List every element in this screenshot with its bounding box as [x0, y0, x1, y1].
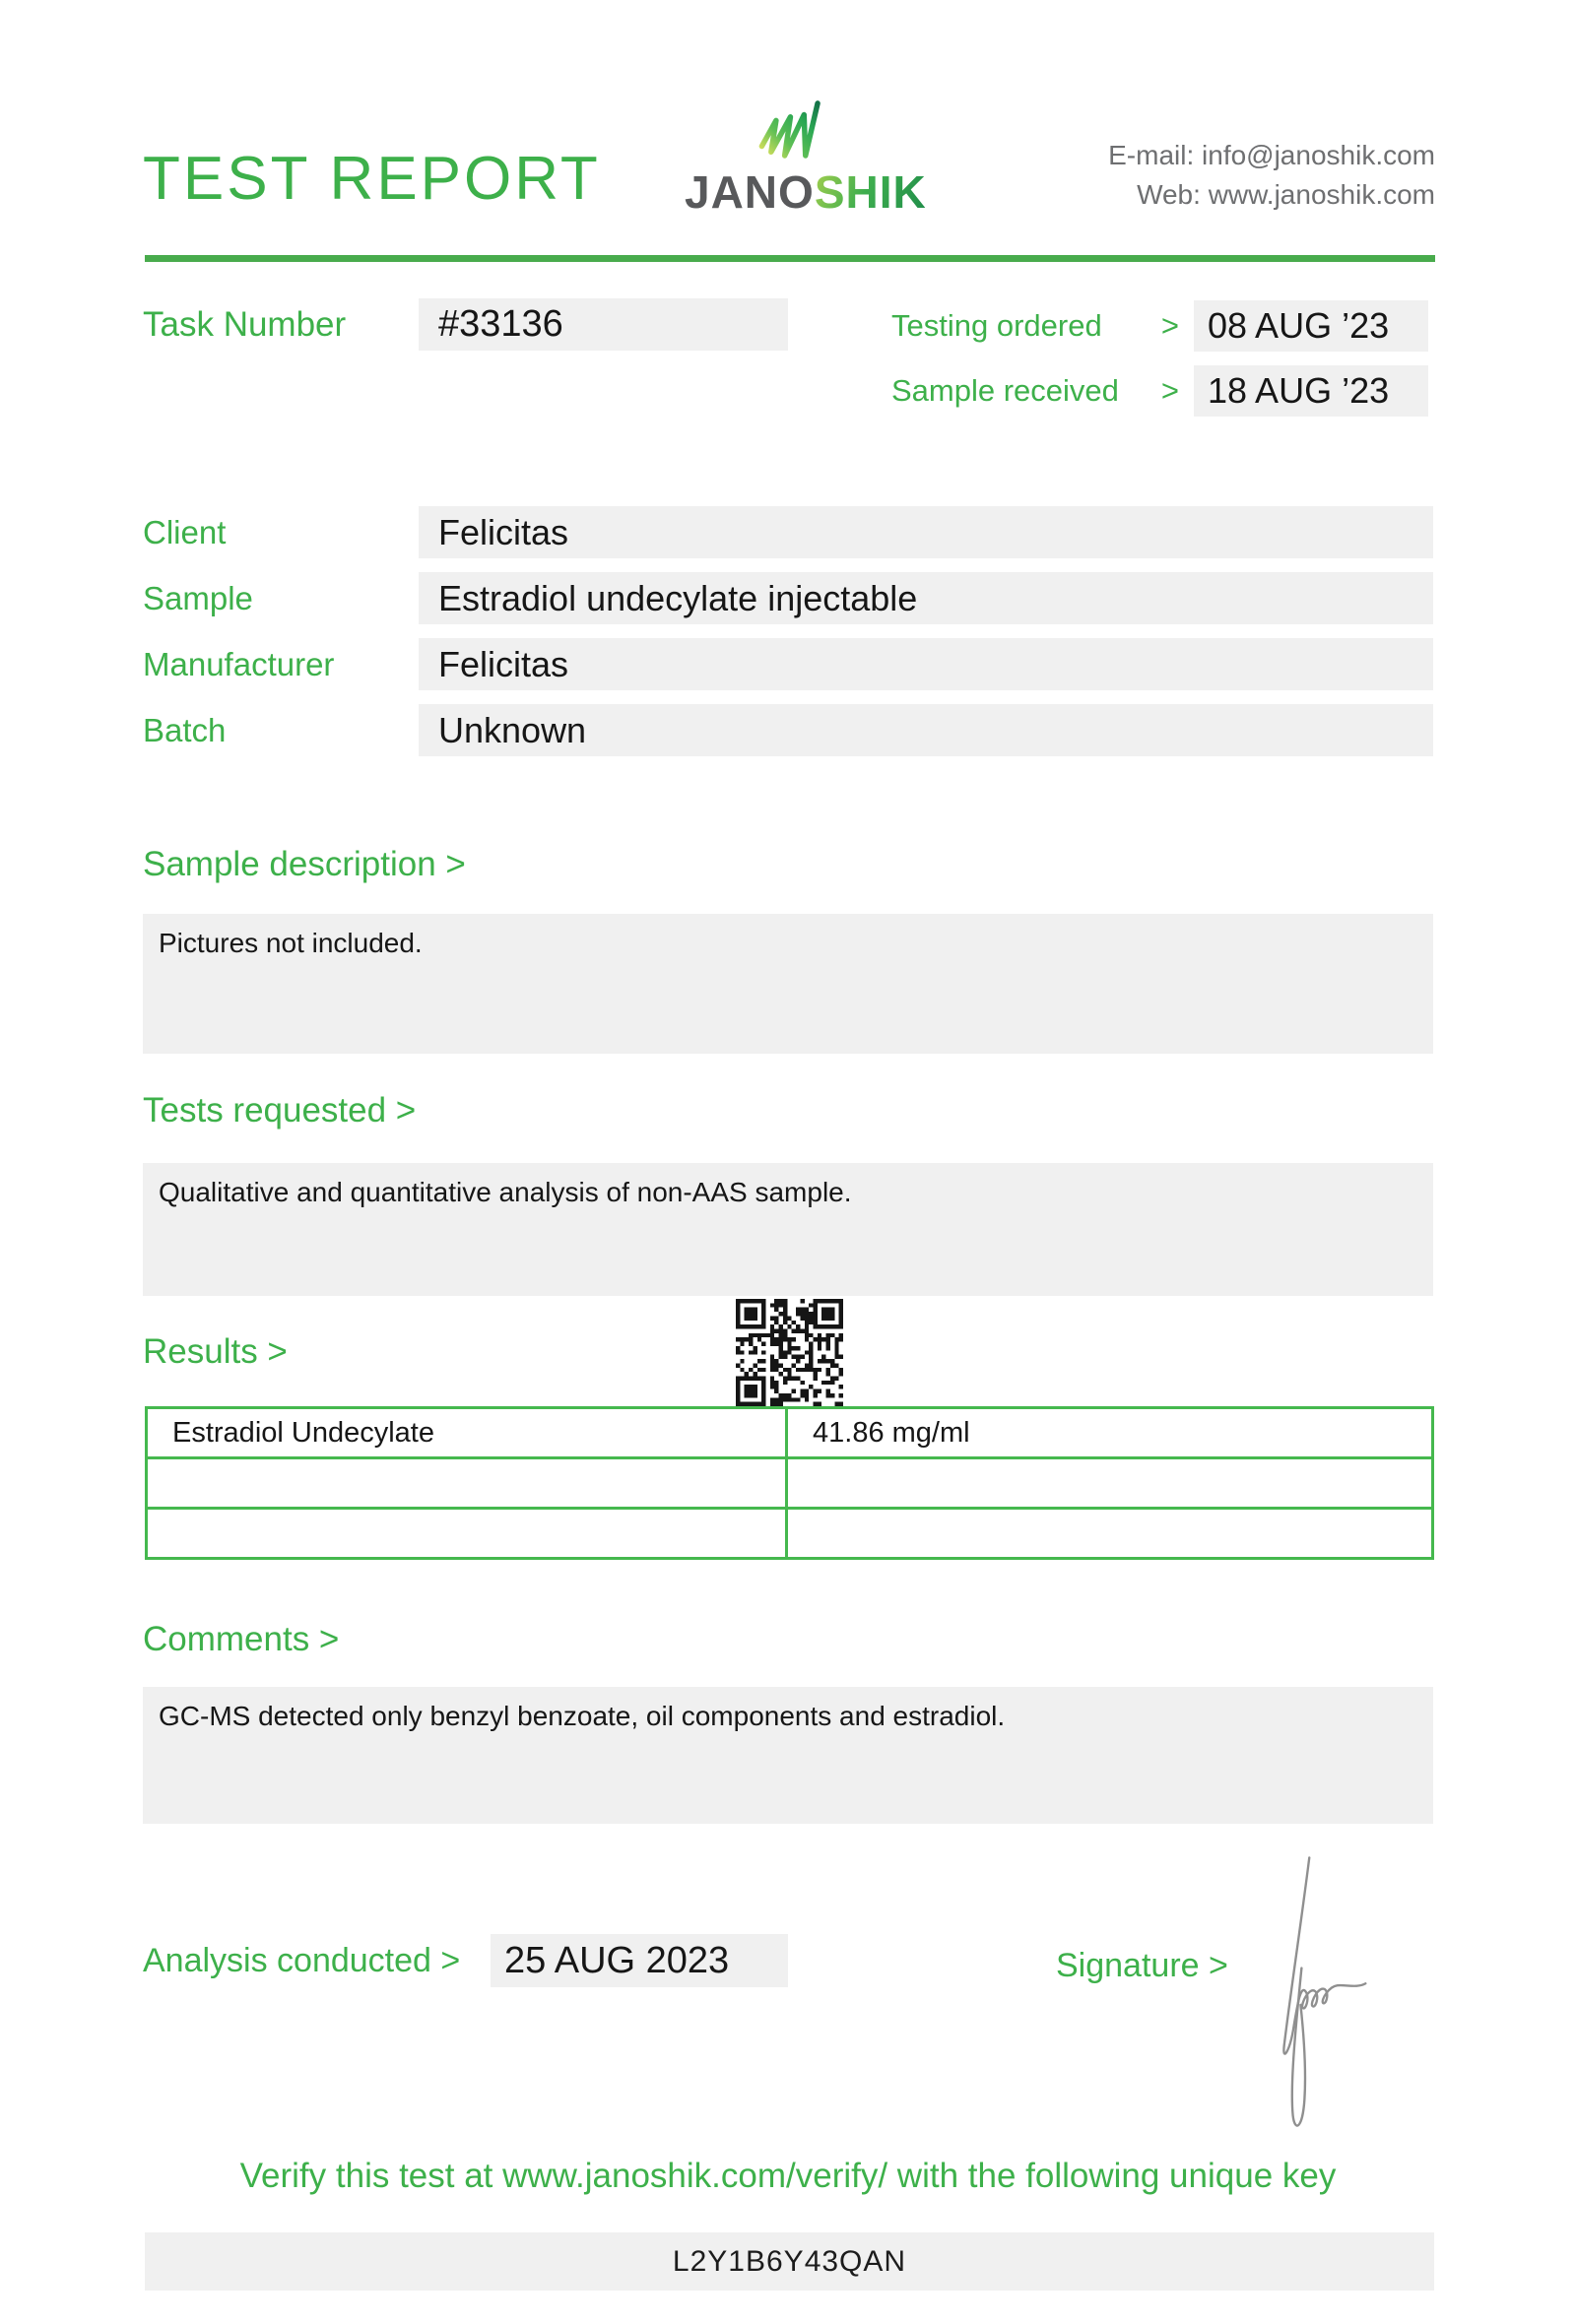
manufacturer-row — [143, 638, 1433, 690]
logo-word-jano: JANO — [685, 166, 815, 218]
batch-value: Unknown — [438, 709, 587, 750]
task-number-row — [143, 298, 793, 351]
manufacturer-label: Manufacturer — [143, 645, 335, 682]
batch-value-box — [419, 704, 1433, 756]
sample-description-text: Pictures not included. — [159, 928, 423, 958]
client-row — [143, 506, 1433, 558]
task-number-value-box — [419, 298, 788, 351]
result-substance — [147, 1509, 787, 1559]
result-value — [787, 1509, 1433, 1559]
comments-text: GC-MS detected only benzyl benzoate, oil components and estradiol. — [159, 1701, 1006, 1731]
testing-ordered-row — [891, 300, 1428, 352]
verify-key: L2Y1B6Y43QAN — [672, 2244, 907, 2278]
contact-block — [985, 136, 1435, 215]
sample-description-heading: Sample description > — [143, 845, 466, 883]
chevron-right-icon: > — [1160, 308, 1179, 343]
sample-received-value-box — [1194, 365, 1428, 417]
task-number-value: #33136 — [438, 303, 563, 345]
task-number-label: Task Number — [143, 304, 347, 344]
logo-word-shik: SHIK — [814, 166, 927, 218]
signature-scribble — [1267, 1849, 1383, 2145]
sample-value: Estradiol undecylate injectable — [438, 577, 918, 618]
analysis-date-box — [491, 1934, 788, 1987]
testing-ordered-value-box — [1194, 300, 1428, 352]
result-substance: Estradiol Undecylate — [147, 1408, 787, 1458]
chevron-right-icon: > — [1160, 373, 1179, 408]
tests-requested-text: Qualitative and quantitative analysis of non-AAS sample. — [159, 1177, 852, 1207]
analysis-conducted-label: Analysis conducted > — [143, 1941, 461, 1979]
analysis-conducted-row — [143, 1934, 793, 1987]
verify-instruction: Verify this test at www.janoshik.com/verify/ with the following unique key — [239, 2157, 1337, 2195]
manufacturer-value-box — [419, 638, 1433, 690]
manufacturer-value: Felicitas — [438, 643, 569, 684]
sample-label: Sample — [143, 579, 253, 616]
batch-label: Batch — [143, 711, 227, 748]
result-row — [147, 1408, 1433, 1458]
tests-requested-heading: Tests requested > — [143, 1091, 417, 1130]
result-row — [147, 1509, 1433, 1559]
result-value — [787, 1458, 1433, 1509]
comments-box — [143, 1687, 1433, 1824]
contact-email: E-mail: info@janoshik.com — [1108, 140, 1435, 170]
client-value-box — [419, 506, 1433, 558]
sample-row — [143, 572, 1433, 624]
result-value: 41.86 mg/ml — [787, 1408, 1433, 1458]
result-row — [147, 1458, 1433, 1509]
client-value: Felicitas — [438, 511, 569, 552]
sample-description-box — [143, 914, 1433, 1054]
header-rule — [145, 255, 1435, 262]
sample-received-row — [891, 365, 1428, 417]
comments-heading: Comments > — [143, 1620, 340, 1658]
logo-wordmark — [685, 165, 927, 219]
verify-key-box — [145, 2232, 1434, 2291]
tests-requested-box — [143, 1163, 1433, 1296]
results-heading: Results > — [143, 1332, 288, 1371]
sample-value-box — [419, 572, 1433, 624]
batch-row — [143, 704, 1433, 756]
testing-ordered-label: Testing ordered — [891, 308, 1102, 343]
sample-received-label: Sample received — [891, 373, 1119, 408]
qr-code — [736, 1299, 843, 1406]
signature-label: Signature > — [1056, 1947, 1228, 1984]
contact-web: Web: www.janoshik.com — [1137, 179, 1435, 210]
sample-received-value: 18 AUG ’23 — [1208, 370, 1390, 411]
testing-ordered-value: 08 AUG ’23 — [1208, 305, 1390, 346]
analysis-date-value: 25 AUG 2023 — [504, 1939, 730, 1981]
trend-chart-icon — [742, 85, 852, 163]
page-title: TEST REPORT — [143, 145, 601, 213]
results-table — [145, 1406, 1434, 1560]
client-label: Client — [143, 513, 227, 550]
result-substance — [147, 1458, 787, 1509]
